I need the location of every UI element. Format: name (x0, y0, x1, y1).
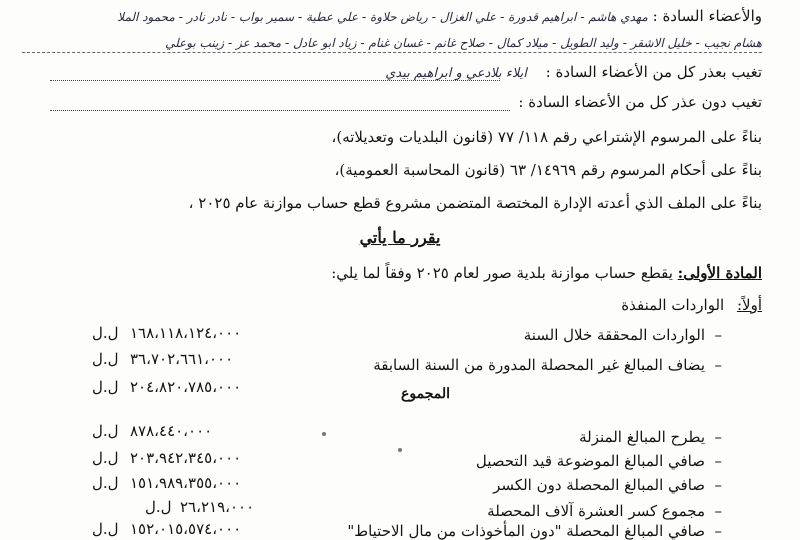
preamble-1: بناءً على المرسوم الإشتراعي رقم ١١٨/ ٧٧ (قانون البلديات وتعديلاته)، (331, 128, 762, 146)
row-label-4: صافي المبالغ الموضوعة قيد التحصيل (475, 452, 705, 470)
row-currency-2: ل.ل (92, 378, 119, 396)
row-currency-1: ل.ل (92, 350, 119, 368)
row-label-5: صافي المبالغ المحصلة دون الكسر (493, 476, 705, 494)
members-present-line-2 (165, 32, 762, 53)
section-first-label: أولاً: (736, 296, 762, 314)
row-amount-3: ٨٧٨،٤٤٠،٠٠٠ (130, 422, 213, 440)
absent-excuse-dots (50, 80, 500, 81)
row-amount-1: ٣٦،٧٠٢،٦٦١،٠٠٠ (130, 350, 234, 368)
total-label: المجموع (401, 386, 450, 402)
absent-no-excuse-line (518, 92, 762, 112)
row-label-7: صافي المبالغ المحصلة "دون المأخوذات من مال الاحتياط" (347, 522, 705, 540)
row-dash: – (714, 452, 722, 470)
signature-underline (22, 52, 762, 53)
absent-excuse-label: تغيب بعذر كل من الأعضاء السادة : (545, 63, 762, 81)
row-label-3: يطرح المبالغ المنزلة (579, 428, 705, 446)
article-one-text: يقطع حساب موازنة بلدية صور لعام ٢٠٢٥ وفقاً لما يلي: (331, 264, 673, 282)
section-first-title: الواردات المنفذة (621, 296, 725, 314)
row-label-0: الواردات المحققة خلال السنة (523, 326, 705, 344)
row-dash: – (714, 356, 722, 374)
row-amount-5: ١٥١،٩٨٩،٣٥٥،٠٠٠ (130, 474, 242, 492)
row-amount-4: ٢٠٣،٩٤٢،٣٤٥،٠٠٠ (130, 449, 242, 467)
preamble-3: بناءً على الملف الذي أعدته الإدارة المختصة المتضمن مشروع قطع حساب موازنة عام ٢٠٢٥ ، (188, 194, 762, 212)
row-dash: – (714, 326, 722, 344)
row-currency-5: ل.ل (92, 474, 119, 492)
absent-no-excuse-label: تغيب دون عذر كل من الأعضاء السادة : (518, 93, 762, 111)
decision-heading: يقرر ما يأتي (359, 228, 441, 247)
row-currency-4: ل.ل (92, 449, 119, 467)
row-label-6: مجموع كسر العشرة آلاف المحصلة (487, 502, 705, 520)
row-dash: – (714, 522, 722, 540)
section-first (621, 295, 762, 315)
article-one-label: المادة الأولى: (677, 264, 762, 282)
absent-excuse-names: ايلاء بلادعي و ابراهيم بيدي (385, 66, 527, 81)
scan-speck (322, 432, 326, 436)
row-currency-7: ل.ل (92, 520, 119, 538)
row-dash: – (714, 502, 722, 520)
row-amount-0: ١٦٨،١١٨،١٢٤،٠٠٠ (130, 324, 242, 342)
members-present-label: والأعضاء السادة : (652, 7, 762, 25)
row-currency-0: ل.ل (92, 324, 119, 342)
row-dash: – (714, 476, 722, 494)
row-currency-6: ل.ل (145, 498, 172, 516)
scan-speck (398, 448, 402, 452)
row-dash: – (714, 428, 722, 446)
row-amount-7: ١٥٢،٠١٥،٥٧٤،٠٠٠ (130, 520, 242, 538)
members-present-line (117, 6, 762, 27)
row-amount-6: ٢٦،٢١٩،٠٠٠ (180, 498, 255, 516)
preamble-2: بناءً على أحكام المرسوم رقم ١٤٩٦٩/ ٦٣ (قانون المحاسبة العمومية)، (334, 161, 762, 179)
members-present-names-2: هشام نجيب - خليل الاشقر - وليد الطويل - ميلاد كمال - صلاح غانم - غسان غنام - زياد ابو عادل - محمد عز - زينب بوعلي (165, 36, 762, 50)
article-one (331, 263, 762, 283)
row-amount-2: ٢٠٤،٨٢٠،٧٨٥،٠٠٠ (130, 378, 242, 396)
absent-no-excuse-dots (50, 110, 510, 111)
members-present-names-1: مهدي هاشم - ابراهيم قدورة - علي الغزال - رياض حلاوة - علي عطية - سمير بواب - نادر نادر - محمود الملا (117, 10, 648, 24)
row-label-1: يضاف المبالغ غير المحصلة المدورة من السنة السابقة (373, 356, 705, 374)
row-currency-3: ل.ل (92, 422, 119, 440)
